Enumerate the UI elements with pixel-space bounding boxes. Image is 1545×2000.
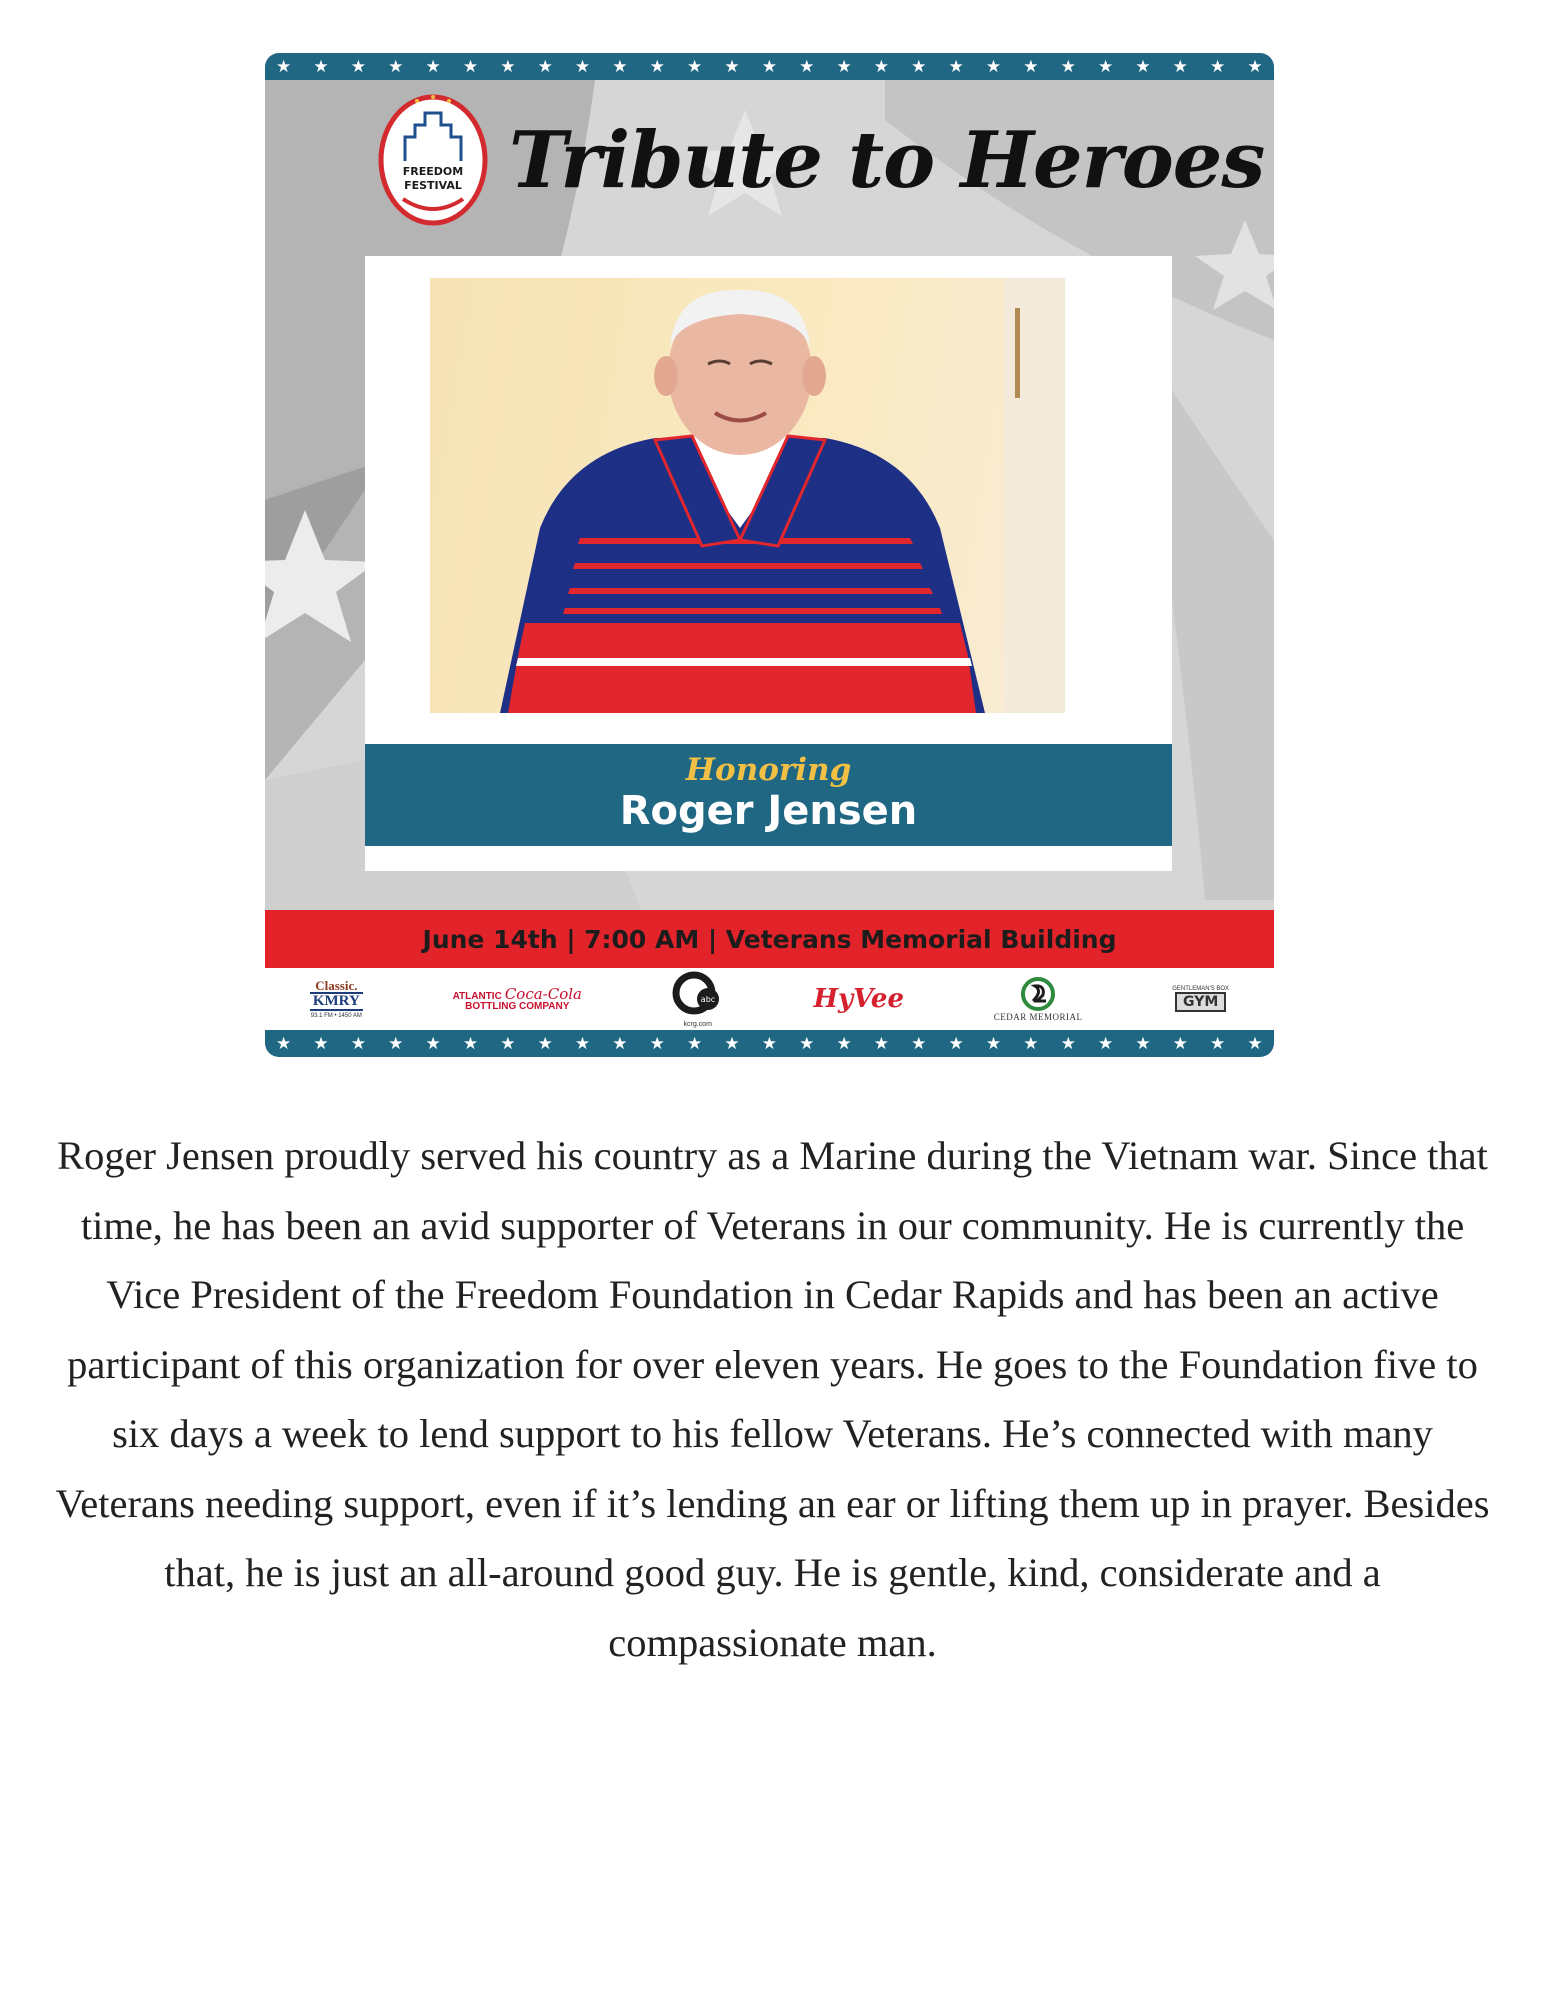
star-icon: ★ <box>911 1033 927 1054</box>
sponsor-cedar-memorial-logo <box>994 977 1083 1022</box>
star-icon: ★ <box>350 56 367 77</box>
sponsor-kcrg-logo <box>672 971 724 1028</box>
kcrg-badge: abc <box>700 994 715 1004</box>
honoree-photo <box>430 278 1065 713</box>
star-icon: ★ <box>649 1033 665 1054</box>
kcrg-icon <box>672 971 724 1021</box>
gym-top-text: GENTLEMAN'S BOX <box>1172 986 1230 992</box>
freedom-festival-logo <box>377 93 489 227</box>
star-icon: ★ <box>1210 56 1226 77</box>
star-icon: ★ <box>1023 56 1039 77</box>
star-icon: ★ <box>500 56 516 77</box>
top-star-band <box>265 53 1274 80</box>
star-icon: ★ <box>948 1033 964 1054</box>
star-icon: ★ <box>1135 56 1151 77</box>
gym-main-text: GYM <box>1175 992 1226 1012</box>
poster-title: Tribute to Heroes <box>509 115 1265 206</box>
honoree-name: Roger Jensen <box>619 788 918 834</box>
cedar-memorial-text: CEDAR MEMORIAL <box>993 1011 1083 1022</box>
star-icon: ★ <box>724 56 740 77</box>
star-icon: ★ <box>388 56 404 77</box>
bio-paragraph: Roger Jensen proudly served his country as a Marine during the Vietnam war. Since that time, he has been an avid supporter of Veterans in our community. He is currently the Vice President of the Freedom Foundation in Cedar Rapids and has been an active participant of this organization for over eleven years. He goes to the Foundation five to six days a week to lend support to his fellow Veterans. He’s connected with many Veterans needing support, even if it’s lending an ear or lifting them up in prayer. Besides that, he is just an all-around good guy. He is gentle, kind, considerate and a compassionate man. <box>55 1133 1490 1665</box>
cedar-memorial-icon <box>1021 977 1055 1011</box>
star-icon: ★ <box>276 1033 292 1054</box>
sponsor-hyvee-logo <box>813 986 904 1012</box>
sponsor-kmry-logo <box>310 979 363 1019</box>
star-icon: ★ <box>649 56 665 77</box>
star-icon: ★ <box>799 1033 815 1054</box>
star-icon: ★ <box>537 56 553 77</box>
star-icon: ★ <box>985 56 1002 77</box>
honoring-banner <box>365 744 1172 846</box>
star-icon: ★ <box>1060 1033 1076 1054</box>
star-icon: ★ <box>313 56 329 77</box>
star-icon: ★ <box>388 1033 404 1054</box>
star-icon: ★ <box>873 1033 890 1054</box>
tribute-poster <box>265 53 1274 1057</box>
star-icon: ★ <box>425 1033 441 1054</box>
star-icon: ★ <box>761 56 777 77</box>
coke-script: Coca-Cola <box>504 984 582 1003</box>
coke-line-2: BOTTLING COMPANY <box>465 1000 570 1012</box>
coke-line-1: ATLANTIC <box>452 990 502 1002</box>
event-details: June 14th | 7:00 AM | Veterans Memorial Building <box>422 924 1117 954</box>
star-icon: ★ <box>537 1033 553 1054</box>
star-icon: ★ <box>462 56 479 77</box>
star-icon: ★ <box>1172 56 1188 77</box>
star-icon: ★ <box>687 56 703 77</box>
star-icon: ★ <box>911 56 927 77</box>
star-icon: ★ <box>1060 56 1076 77</box>
star-icon: ★ <box>836 56 852 77</box>
kmry-top-text: Classic. <box>315 978 358 993</box>
star-icon: ★ <box>313 1033 329 1054</box>
logo-line-2: FESTIVAL <box>404 179 462 192</box>
star-icon: ★ <box>799 56 815 77</box>
logo-line-1: FREEDOM <box>402 165 464 178</box>
event-details-bar <box>265 910 1274 968</box>
star-icon: ★ <box>612 1033 628 1054</box>
star-icon: ★ <box>1023 1033 1039 1054</box>
star-icon: ★ <box>350 1033 367 1054</box>
star-icon: ★ <box>985 1033 1002 1054</box>
star-icon: ★ <box>574 1033 591 1054</box>
honoring-label: Honoring <box>685 752 852 788</box>
bottom-star-band <box>265 1030 1274 1057</box>
star-icon: ★ <box>761 1033 777 1054</box>
kmry-main-text: KMRY <box>310 992 363 1011</box>
star-icon: ★ <box>1135 1033 1151 1054</box>
star-icon: ★ <box>724 1033 740 1054</box>
star-icon: ★ <box>1172 1033 1188 1054</box>
star-icon: ★ <box>873 56 890 77</box>
sponsor-coca-cola-logo <box>452 984 582 1012</box>
star-icon: ★ <box>276 56 292 77</box>
star-icon: ★ <box>574 56 591 77</box>
star-icon: ★ <box>836 1033 852 1054</box>
star-icon: ★ <box>1097 56 1114 77</box>
photo-frame <box>365 256 1172 871</box>
star-icon: ★ <box>1210 1033 1226 1054</box>
star-icon: ★ <box>500 1033 516 1054</box>
sponsor-row <box>265 968 1274 1030</box>
star-icon: ★ <box>462 1033 479 1054</box>
star-icon: ★ <box>612 56 628 77</box>
star-icon: ★ <box>948 56 964 77</box>
kmry-sub-text: 93.1 FM • 1450 AM <box>310 1013 362 1019</box>
sponsor-gym-logo <box>1172 986 1229 1012</box>
star-icon: ★ <box>425 56 441 77</box>
honoree-portrait-illustration <box>430 278 1065 713</box>
star-icon: ★ <box>687 1033 703 1054</box>
hyvee-text: HyVee <box>813 984 904 1014</box>
star-icon: ★ <box>1247 1033 1263 1054</box>
kcrg-text: kcrg.com <box>683 1020 712 1028</box>
star-icon: ★ <box>1247 56 1263 77</box>
star-icon: ★ <box>1097 1033 1114 1054</box>
